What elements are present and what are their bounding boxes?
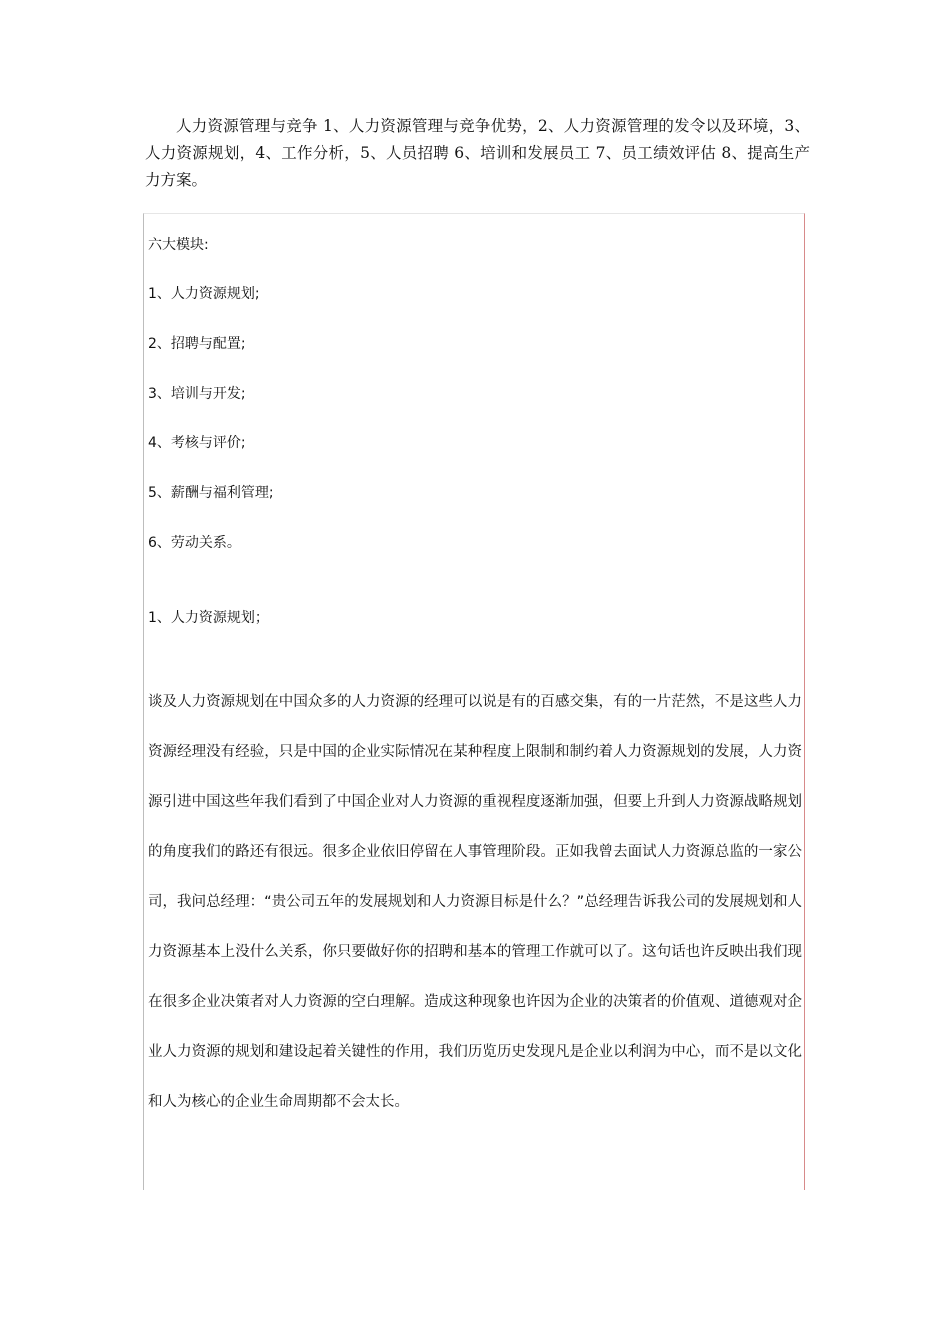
modules-heading: 六大模块: — [148, 237, 209, 253]
body-paragraph: 谈及人力资源规划在中国众多的人力资源的经理可以说是有的百感交集，有的一片茫然，不是这些人力资源经理没有经验，只是中国的企业实际情况在某种程度上限制和制约着人力资源规划的发展，人力资源引进中国这些年我们看到了中国企业对人力资源的重视程度逐渐加强，但要上升到人力资源战略规划的角度我们的路还有很远。很多企业依旧停留在人事管理阶段。正如我曾去面试人力资源总监的一家公司，我问总经理：“贵公司五年的发展规划和人力资源目标是什么？”总经理告诉我公司的发展规划和人力资源基本上没什么关系，你只要做好你的招聘和基本的管理工作就可以了。这句话也许反映出我们现在很多企业决策者对人力资源的空白理解。造成这种现象也许因为企业的决策者的价值观、道德观对企业人力资源的规划和建设起着关键性的作用，我们历览历史发现凡是企业以利润为中心，而不是以文化和人为核心的企业生命周期都不会太长。 — [148, 694, 802, 1110]
content-box — [143, 213, 805, 1190]
module-item: 2、招聘与配置; — [148, 336, 246, 352]
intro-paragraph: 人力资源管理与竞争 1、人力资源管理与竞争优势，2、人力资源管理的发令以及环境，3、人力资源规划，4、工作分析，5、人员招聘 6、培训和发展员工 7、员工绩效评估 8、提高生产力方案。 — [145, 117, 810, 189]
module-item: 6、劳动关系。 — [148, 535, 241, 551]
module-item: 4、考核与评价; — [148, 435, 246, 451]
module-item: 1、人力资源规划; — [148, 286, 260, 302]
module-item: 5、薪酬与福利管理; — [148, 485, 274, 501]
module-item: 3、培训与开发; — [148, 386, 246, 402]
section-title: 1、人力资源规划； — [148, 610, 269, 626]
